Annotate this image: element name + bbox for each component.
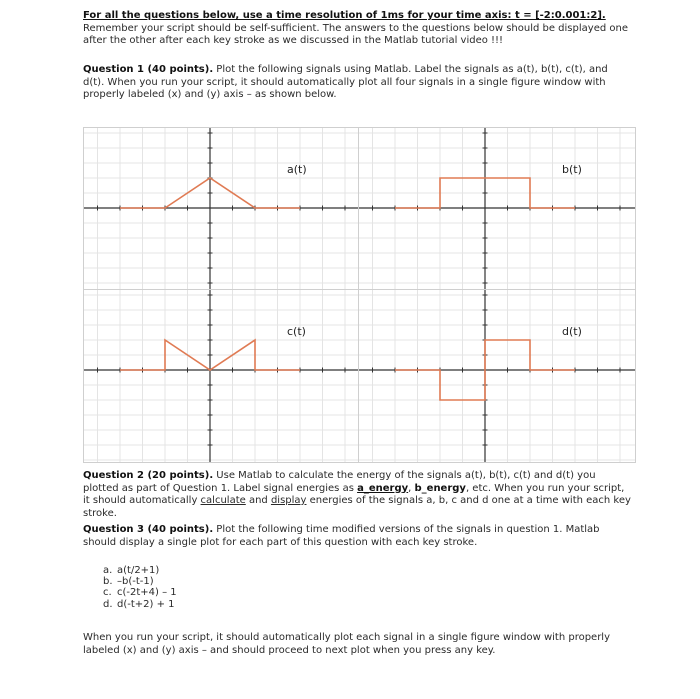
question-2-and: and	[245, 495, 271, 506]
final-paragraph: When you run your script, it should automatically plot each signal in a single figure window with properly labeled (x) and (y) axis – and should proceed to next plot when you press any key.	[83, 632, 611, 656]
question-2-text-2: , etc. When you run your script, it should automatically	[83, 482, 625, 506]
calculate-word: calculate	[200, 495, 246, 506]
display-word: display	[270, 495, 307, 506]
plot-b	[358, 127, 636, 301]
item-expression: –b(-t-1)	[117, 576, 154, 588]
list-item	[103, 576, 651, 587]
question-2-text-3: energies of the signals a, b, c and d one at a time with each key stroke.	[83, 495, 631, 519]
question-2	[83, 470, 631, 520]
item-expression: c(-2t+4) – 1	[117, 587, 177, 599]
question-2-sep: ,	[408, 482, 415, 494]
signal-label: d(t)	[562, 325, 582, 338]
item-letter: a.	[103, 565, 113, 576]
energy-a-label: a_energy	[357, 482, 409, 494]
signal-line	[395, 340, 575, 400]
question-1-heading: Question 1 (40 points).	[83, 64, 214, 75]
item-letter: b.	[103, 576, 113, 588]
plot-d	[358, 289, 636, 463]
question-3-list	[103, 565, 651, 610]
item-letter: d.	[103, 598, 113, 610]
intro-bold: For all the questions below, use a time resolution of 1ms for your time axis: t = [-2:0.001:2].	[83, 10, 606, 21]
item-expression: d(-t+2) + 1	[117, 598, 175, 610]
plot-c	[83, 289, 361, 463]
energy-b-label: b_energy	[414, 482, 466, 494]
intro-paragraph	[83, 10, 631, 48]
plot-d-svg	[359, 290, 635, 462]
question-1	[83, 64, 631, 102]
list-item	[103, 587, 651, 598]
question-2-heading: Question 2 (20 points).	[83, 470, 214, 481]
plot-a	[83, 127, 361, 301]
intro-text: Remember your script should be self-sufficient. The answers to the questions below should be displayed one after the other after each key stroke as we discussed in the Matlab tutorial video !!!	[83, 22, 628, 46]
item-letter: c.	[103, 587, 112, 599]
plot-b-svg	[359, 128, 635, 300]
question-1-text: Plot the following signals using Matlab. Label the signals as a(t), b(t), c(t), and d(t). When you run your script, it should automatically plot all four signals in a single figure window with properly labeled (x) and (y) axis – as shown below.	[83, 64, 608, 100]
plot-a-svg	[84, 128, 360, 300]
question-3	[83, 524, 631, 549]
signal-label: c(t)	[287, 325, 306, 338]
question-3-text: Plot the following time modified versions of the signals in question 1. Matlab should display a single plot for each part of this question with each key stroke.	[83, 524, 600, 548]
question-3-heading: Question 3 (40 points).	[83, 524, 214, 535]
question-2-text-1: Use Matlab to calculate the energy of the signals a(t), b(t), c(t) and d(t) you plotted as part of Question 1. Label signal energies as	[83, 470, 596, 494]
signal-label: a(t)	[287, 163, 307, 176]
list-item	[103, 565, 651, 576]
list-item	[103, 599, 651, 610]
item-expression: a(t/2+1)	[117, 565, 160, 576]
plot-c-svg	[84, 290, 360, 462]
signal-label: b(t)	[562, 163, 582, 176]
